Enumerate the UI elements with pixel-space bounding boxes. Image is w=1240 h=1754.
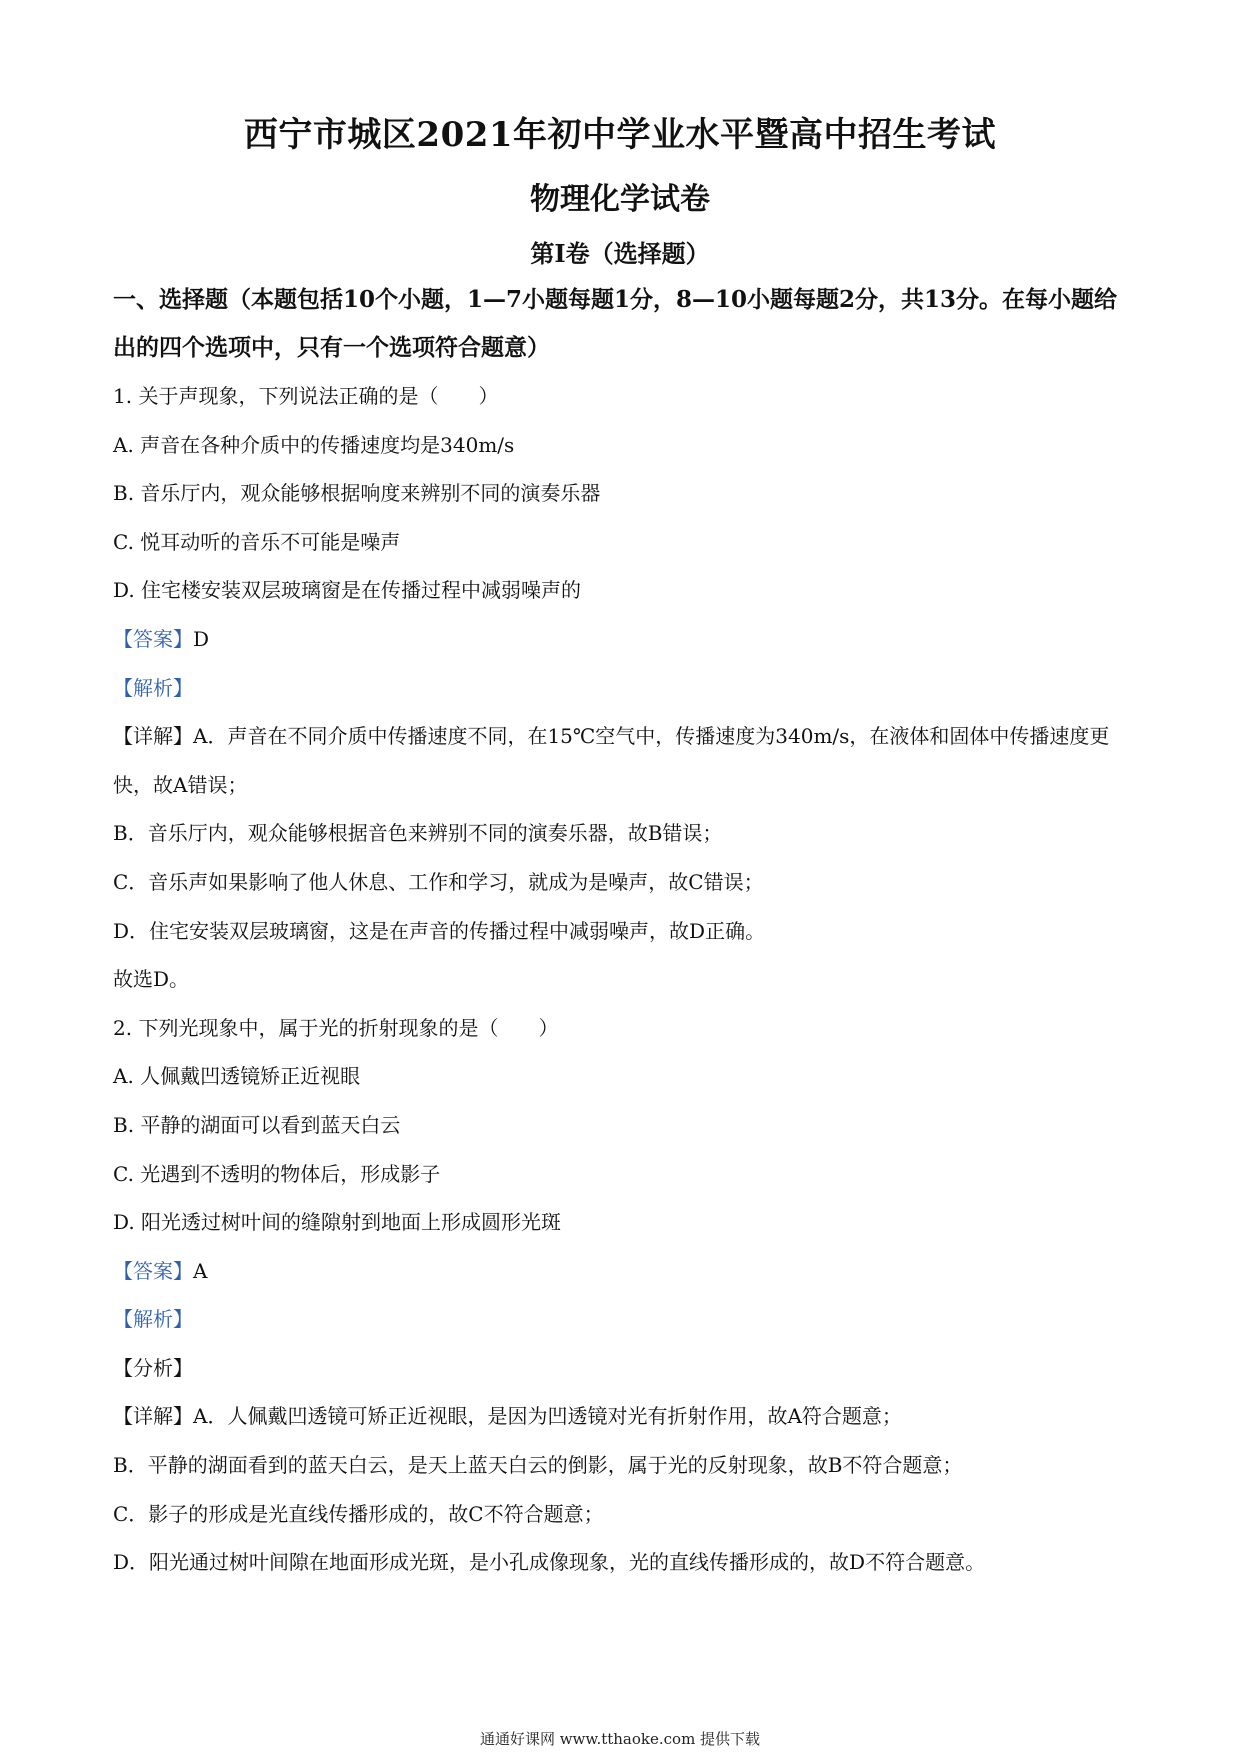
detail-c: C．影子的形成是光直线传播形成的，故C不符合题意； [113, 1501, 604, 1526]
question-stem: 2. 下列光现象中，属于光的折射现象的是（ ） [113, 1015, 559, 1040]
option-b: B. 平静的湖面可以看到蓝天白云 [113, 1112, 401, 1137]
footer-source: 通通好课网 www.tthaoke.com 提供下载 [479, 1730, 761, 1748]
answer-value: A [193, 1258, 208, 1283]
section-heading: 一、选择题（本题包括10个小题，1—7小题每题1分，8—10小题每题2分，共13分。在每小题给出的四个选项中，只有一个选项符合题意） [113, 286, 1118, 361]
detail-d: D．阳光通过树叶间隙在地面形成光斑，是小孔成像现象，光的直线传播形成的，故D不符合题意。 [113, 1550, 986, 1575]
question-1 [113, 372, 1133, 1004]
exam-content [113, 276, 1133, 1587]
option-d: D. 住宅楼安装双层玻璃窗是在传播过程中减弱噪声的 [113, 578, 582, 603]
answer-line [113, 615, 1133, 664]
question-2 [113, 1004, 1133, 1587]
detail-d: D．住宅安装双层玻璃窗，这是在声音的传播过程中减弱噪声，故D正确。 [113, 918, 766, 943]
exam-title: 西宁市城区2021年初中学业水平暨高中招生考试 [243, 115, 997, 155]
question-stem: 1. 关于声现象，下列说法正确的是（ ） [113, 384, 499, 408]
detail-a: 【详解】A．人佩戴凹透镜可矫正近视眼，是因为凹透镜对光有折射作用，故A符合题意； [113, 1404, 902, 1429]
option-d: D. 阳光透过树叶间的缝隙射到地面上形成圆形光斑 [113, 1210, 562, 1235]
part-title: 第Ⅰ卷（选择题） [530, 239, 710, 268]
conclusion: 故选D。 [113, 967, 190, 992]
detail-b: B．音乐厅内，观众能够根据音色来辨别不同的演奏乐器，故B错误； [113, 821, 723, 846]
analysis-tag: 【解析】 [113, 1307, 193, 1332]
option-b: B. 音乐厅内，观众能够根据响度来辨别不同的演奏乐器 [113, 481, 601, 506]
fenxi-tag: 【分析】 [113, 1355, 193, 1380]
option-a: A. 人佩戴凹透镜矫正近视眼 [113, 1064, 361, 1089]
answer-tag: 【答案】 [113, 1258, 193, 1283]
option-c: C. 悦耳动听的音乐不可能是噪声 [113, 529, 401, 554]
exam-subtitle: 物理化学试卷 [530, 182, 710, 217]
answer-line [113, 1247, 1133, 1296]
detail-c: C．音乐声如果影响了他人休息、工作和学习，就成为是噪声，故C错误； [113, 869, 764, 894]
option-c: C. 光遇到不透明的物体后，形成影子 [113, 1161, 441, 1186]
option-a: A. 声音在各种介质中的传播速度均是340m/s [113, 432, 515, 457]
detail-a: 【详解】A．声音在不同介质中传播速度不同，在15℃空气中，传播速度为340m/s，在液体和固体中传播速度更快，故A错误； [113, 724, 1110, 797]
answer-tag: 【答案】 [113, 626, 193, 651]
analysis-tag: 【解析】 [113, 675, 193, 700]
detail-b: B．平静的湖面看到的蓝天白云，是天上蓝天白云的倒影，属于光的反射现象，故B不符合题意； [113, 1453, 963, 1478]
answer-value: D [193, 626, 210, 651]
